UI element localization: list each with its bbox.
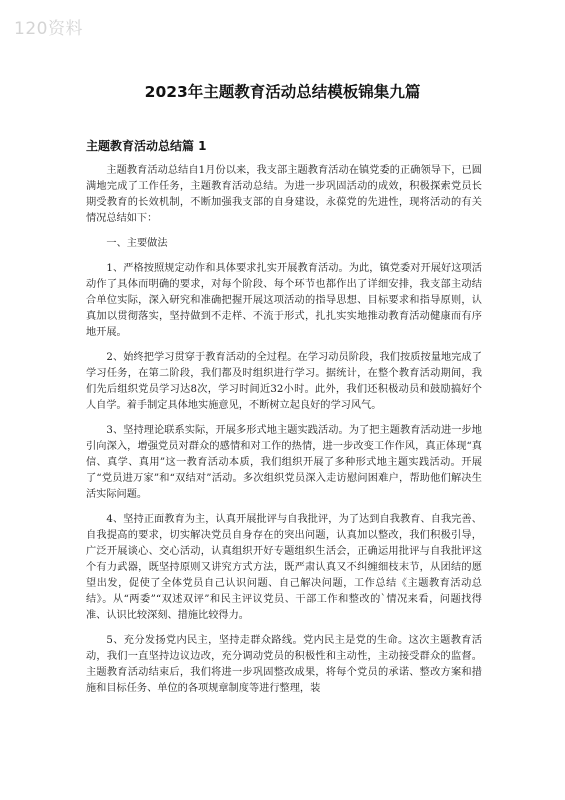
paragraph-item-2: 2、始终把学习贯穿于教育活动的全过程。在学习动员阶段，我们按质按量地完成了学习任务，在第二阶段，我们都及时组织进行学习。据统计，在整个教育活动期间，我们先后组织党员学习达8次，学习时间近32小时。此外，我们还积极动员和鼓励搞好个人自学。着手制定具体地实施意见，不断树立起良好的学习风气。 — [86, 352, 482, 411]
paragraph-item-4: 4、坚持正面教育为主，认真开展批评与自我批评，为了达到自我教育、自我完善、自我提高的要求，切实解决党员自身存在的突出问题，认真加以整改，我们积极引导，广泛开展谈心、交心活动，认真组织开好专题组织生活会，正确运用批评与自我批评这个有力武器，既坚持原则又讲究方式方法，既严肃认真又不纠缠细枝末节，从团结的愿望出发，促使了全体党员自己认识问题、自己解决问题，工作总结《主题教育活动总结》。从“两委”“双述双评”和民主评议党员、干部工作和整改的`情况来看，问题找得准、认识比较深刻、措施比较得力。 — [86, 514, 482, 621]
watermark-logo: 120资料 — [14, 19, 83, 39]
document-body — [86, 163, 482, 706]
paragraph-item-5: 5、充分发扬党内民主，坚持走群众路线。党内民主是党的生命。这次主题教育活动，我们一直坚持边议边改，充分调动党员的积极性和主动性，主动接受群众的监督。主题教育活动结束后，我们将进一步巩固整改成果，将每个党员的承诺、整改方案和措施和目标任务、单位的各项规章制度等进行整理，装 — [86, 635, 482, 694]
paragraph-heading-main-practices: 一、主要做法 — [106, 238, 168, 249]
paragraph-item-3: 3、坚持理论联系实际，开展多形式地主题实践活动。为了把主题教育活动进一步地引向深入，增强党员对群众的感情和对工作的热情，进一步改变工作作风，真正体现“真信、真学、真用”这一教育活动本质，我们组织开展了多种形式地主题实践活动。开展了“党员进万家”和“双结对”活动。多次组织党员深入走访慰问困难户，帮助他们解决生活实际问题。 — [86, 425, 482, 500]
document-title: 2023年主题教育活动总结模板锦集九篇 — [144, 83, 421, 101]
section-title: 主题教育活动总结篇 1 — [86, 139, 207, 153]
paragraph-intro: 主题教育活动总结自1月份以来，我支部主题教育活动在镇党委的正确领导下，已圆满地完成了工作任务，主题教育活动总结。为进一步巩固活动的成效，积极探索党员长期受教育的长效机制，不断加强我支部的自身建设，永葆党的先进性，现将活动的有关情况总结如下： — [86, 165, 482, 224]
paragraph-item-1: 1、严格按照规定动作和具体要求扎实开展教育活动。为此，镇党委对开展好这项活动作了具体而明确的要求，对每个阶段、每个环节也都作出了详细安排，我支部主动结合单位实际，深入研究和准确把握开展这项活动的指导思想、目标要求和指导原则，认真加以贯彻落实，坚持做到不走样、不流于形式，扎扎实实地推动教育活动健康而有序地开展。 — [86, 263, 482, 338]
